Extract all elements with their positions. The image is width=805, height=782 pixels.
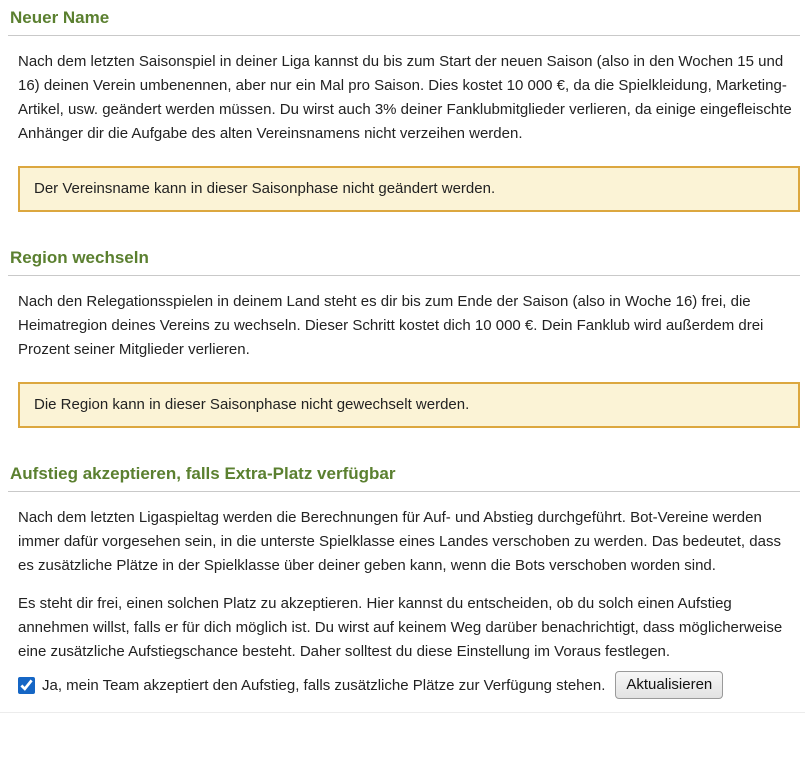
section-change-region-title: Region wechseln	[10, 248, 149, 267]
section-accept-promotion-title: Aufstieg akzeptieren, falls Extra-Platz verfügbar	[10, 464, 396, 483]
section-accept-promotion-header	[8, 464, 800, 492]
section-new-name	[0, 8, 805, 212]
section-change-region-description: Nach den Relegationsspielen in deinem Land steht es dir bis zum Ende der Saison (also in Woche 16) frei, die Heimatregion deines Vereins zu wechseln. Dieser Schritt kostet dich 10 000 €. Dein Fanklub wird außerdem drei Prozent seiner Mitglieder verlieren.	[18, 293, 764, 358]
accept-promotion-description-2: Es steht dir frei, einen solchen Platz zu akzeptieren. Hier kannst du entscheiden, ob du solch einen Aufstieg annehmen willst, falls er für dich möglich ist. Du wirst auf keinem Weg darüber benachrichtigt, dass möglicherweise eine zusätzliche Aufstiegschance besteht. Daher solltest du diese Einstellung im Voraus festlegen.	[18, 595, 783, 660]
accept-promotion-row	[18, 671, 800, 699]
accept-promotion-description-1: Nach dem letzten Ligaspieltag werden die Berechnungen für Auf- und Abstieg durchgeführt. Bot-Vereine werden immer dafür vorgesehen sein, in die unterste Spielklasse eines Landes verschoben zu werden. Das bedeutet, dass es zusätzliche Plätze in der Spielklasse über deiner geben kann, wenn die Bots verschoben worden sind.	[18, 509, 781, 574]
new-name-warning-box	[18, 166, 800, 212]
section-change-region	[0, 248, 805, 428]
new-name-warning-text: Der Vereinsname kann in dieser Saisonphase nicht geändert werden.	[34, 180, 496, 197]
section-accept-promotion	[0, 464, 805, 699]
section-new-name-description: Nach dem letzten Saisonspiel in deiner Liga kannst du bis zum Start der neuen Saison (also in den Wochen 15 und 16) deinen Verein umbenennen, aber nur ein Mal pro Saison. Dies kostet 10 000 €, da die Spielkleidung, Marketing-Artikel, usw. geändert werden müssen. Du wirst auch 3% deiner Fanklubmitglieder verlieren, da einige eingefleischte Anhänger dir die Aufgabe des alten Vereinsnamens nicht verzeihen werden.	[18, 53, 792, 142]
change-region-warning-box	[18, 382, 800, 428]
update-button[interactable]: Aktualisieren	[615, 671, 723, 699]
section-change-region-header	[8, 248, 800, 276]
bottom-divider	[0, 712, 805, 713]
accept-promotion-checkbox[interactable]	[18, 677, 35, 694]
change-region-warning-text: Die Region kann in dieser Saisonphase nicht gewechselt werden.	[34, 396, 470, 413]
section-new-name-title: Neuer Name	[10, 8, 110, 27]
accept-promotion-checkbox-label[interactable]: Ja, mein Team akzeptiert den Aufstieg, falls zusätzliche Plätze zur Verfügung stehen.	[42, 676, 606, 694]
section-new-name-header	[8, 8, 800, 36]
